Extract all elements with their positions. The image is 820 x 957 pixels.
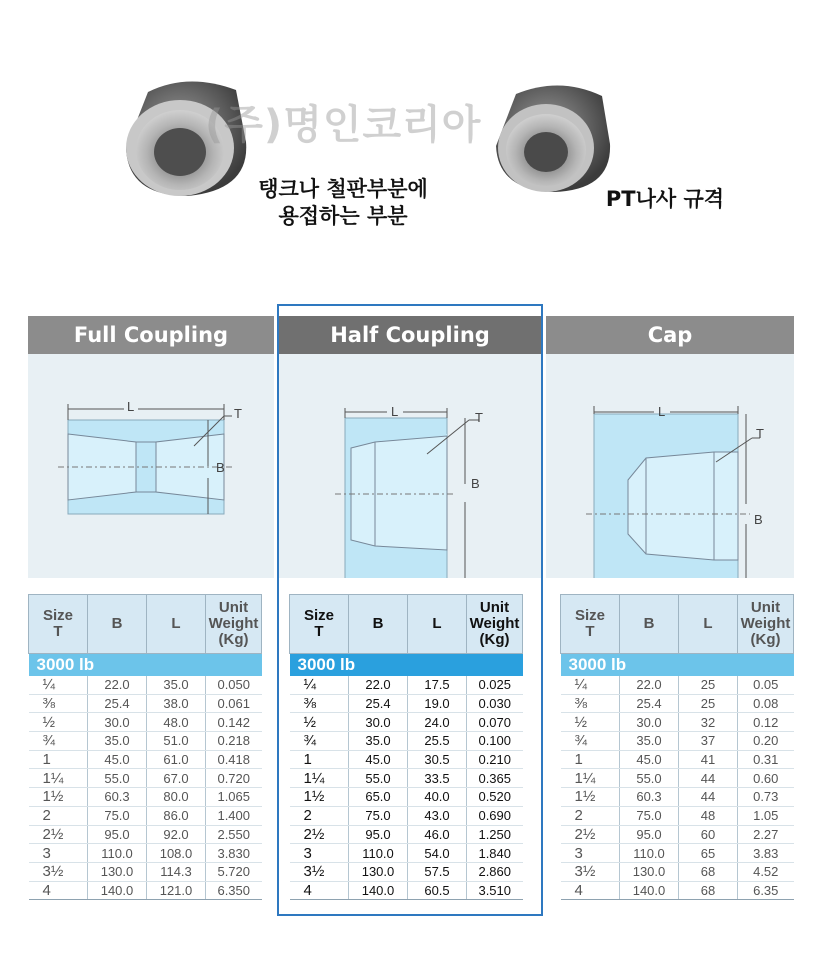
header-b: B (620, 595, 679, 654)
b-cell: 110.0 (349, 844, 408, 863)
size-cell: ⅜ (29, 694, 88, 713)
table-row (561, 825, 794, 844)
b-cell: 22.0 (349, 676, 408, 694)
l-cell: 121.0 (147, 881, 206, 900)
b-cell: 130.0 (620, 862, 679, 881)
size-cell: 1 (29, 750, 88, 769)
table-row (561, 732, 794, 751)
weight-cell: 2.860 (467, 862, 523, 881)
header-size-t: T (585, 623, 595, 640)
weight-cell: 0.210 (467, 750, 523, 769)
header-size-label: Size (303, 607, 334, 624)
l-cell: 44 (679, 788, 738, 807)
weight-cell: 1.840 (467, 844, 523, 863)
l-cell: 17.5 (408, 676, 467, 694)
weight-cell: 6.35 (738, 881, 794, 900)
weight-cell: 3.830 (206, 844, 262, 863)
size-cell: 3½ (290, 862, 349, 881)
l-cell: 57.5 (408, 862, 467, 881)
half-coupling-dim-b: B (471, 476, 480, 491)
b-cell: 110.0 (620, 844, 679, 863)
b-cell: 30.0 (349, 713, 408, 732)
cap-table (560, 594, 794, 900)
weight-cell: 4.52 (738, 862, 794, 881)
half-coupling-title: Half Coupling (279, 316, 541, 354)
l-cell: 24.0 (408, 713, 467, 732)
table-row (29, 788, 262, 807)
l-cell: 48.0 (147, 713, 206, 732)
table-row (29, 844, 262, 863)
weight-cell: 0.030 (467, 694, 523, 713)
b-cell: 55.0 (88, 769, 147, 788)
weight-cell: 0.365 (467, 769, 523, 788)
pressure-class-label: 3000 lb (290, 654, 523, 677)
cap-panel (546, 316, 794, 578)
header-size-t: T (314, 623, 324, 640)
b-cell: 55.0 (349, 769, 408, 788)
size-cell: ⅜ (290, 694, 349, 713)
l-cell: 114.3 (147, 862, 206, 881)
b-cell: 45.0 (88, 750, 147, 769)
cap-dim-t: T (756, 426, 764, 441)
weight-cell: 2.27 (738, 825, 794, 844)
size-cell: 1¼ (561, 769, 620, 788)
l-cell: 60.5 (408, 881, 467, 900)
half-coupling-dim-l: L (391, 404, 399, 419)
size-cell: 1½ (561, 788, 620, 807)
size-cell: 4 (290, 881, 349, 900)
table-row (29, 769, 262, 788)
size-cell: 3 (290, 844, 349, 863)
weight-cell: 0.73 (738, 788, 794, 807)
welded-caption-line2: 용접하는 부분 (278, 204, 408, 228)
l-cell: 61.0 (147, 750, 206, 769)
pressure-class-label: 3000 lb (561, 654, 794, 677)
pressure-class-row (29, 654, 262, 677)
size-cell: 1¼ (290, 769, 349, 788)
table-row (561, 881, 794, 900)
full-coupling-table (28, 594, 262, 900)
header-b: B (349, 595, 408, 654)
size-cell: 3½ (29, 862, 88, 881)
weight-cell: 0.418 (206, 750, 262, 769)
b-cell: 60.3 (620, 788, 679, 807)
weight-cell: 0.142 (206, 713, 262, 732)
header-weight: Unit Weight (Kg) (467, 595, 523, 654)
l-cell: 25.5 (408, 732, 467, 751)
b-cell: 30.0 (88, 713, 147, 732)
size-cell: 1½ (290, 788, 349, 807)
size-cell: ¼ (290, 676, 349, 694)
l-cell: 40.0 (408, 788, 467, 807)
l-cell: 44 (679, 769, 738, 788)
b-cell: 95.0 (88, 825, 147, 844)
header-weight: Unit Weight (Kg) (738, 595, 794, 654)
weight-cell: 0.520 (467, 788, 523, 807)
b-cell: 95.0 (620, 825, 679, 844)
l-cell: 60 (679, 825, 738, 844)
weight-cell: 0.690 (467, 806, 523, 825)
welded-part-caption (228, 176, 458, 230)
size-cell: 3 (561, 844, 620, 863)
header-size (561, 595, 620, 654)
size-cell: ¾ (290, 732, 349, 751)
l-cell: 25 (679, 676, 738, 694)
size-cell: ¼ (29, 676, 88, 694)
table-row (561, 713, 794, 732)
l-cell: 25 (679, 694, 738, 713)
welded-caption-line1: 탱크나 철판부분에 (258, 177, 428, 201)
size-cell: ⅜ (561, 694, 620, 713)
table-row (29, 694, 262, 713)
header-l: L (147, 595, 206, 654)
table-header-row (561, 595, 794, 654)
half-coupling-highlight-frame (277, 304, 543, 916)
full-coupling-panel (28, 316, 274, 578)
b-cell: 65.0 (349, 788, 408, 807)
b-cell: 110.0 (88, 844, 147, 863)
l-cell: 30.5 (408, 750, 467, 769)
b-cell: 25.4 (88, 694, 147, 713)
weight-cell: 1.065 (206, 788, 262, 807)
weight-cell: 0.31 (738, 750, 794, 769)
weight-cell: 0.08 (738, 694, 794, 713)
weight-cell: 0.025 (467, 676, 523, 694)
b-cell: 55.0 (620, 769, 679, 788)
size-cell: ½ (561, 713, 620, 732)
full-coupling-dim-b: B (216, 460, 225, 475)
table-row (29, 825, 262, 844)
full-coupling-diagram (28, 354, 274, 578)
watermark: (주)명인코리아 (205, 102, 482, 148)
b-cell: 35.0 (349, 732, 408, 751)
table-row (561, 862, 794, 881)
l-cell: 68 (679, 881, 738, 900)
size-cell: ½ (290, 713, 349, 732)
size-cell: 2 (561, 806, 620, 825)
table-row (561, 769, 794, 788)
pressure-class-label: 3000 lb (29, 654, 262, 677)
weight-cell: 0.60 (738, 769, 794, 788)
header-b: B (88, 595, 147, 654)
table-row (29, 806, 262, 825)
table-row (561, 694, 794, 713)
size-cell: 1½ (29, 788, 88, 807)
size-cell: ¼ (561, 676, 620, 694)
l-cell: 19.0 (408, 694, 467, 713)
b-cell: 140.0 (88, 881, 147, 900)
header-size-label: Size (574, 607, 605, 624)
weight-cell: 1.05 (738, 806, 794, 825)
table-row (561, 676, 794, 694)
b-cell: 45.0 (349, 750, 408, 769)
weight-cell: 0.218 (206, 732, 262, 751)
table-row (561, 806, 794, 825)
weight-cell: 0.12 (738, 713, 794, 732)
weight-cell: 0.20 (738, 732, 794, 751)
cap-drawing (546, 354, 794, 578)
table-row (561, 844, 794, 863)
l-cell: 86.0 (147, 806, 206, 825)
cap-diagram (546, 354, 794, 578)
table-header-row (29, 595, 262, 654)
weight-cell: 1.400 (206, 806, 262, 825)
l-cell: 51.0 (147, 732, 206, 751)
header-size (29, 595, 88, 654)
table-row (29, 732, 262, 751)
size-cell: 1¼ (29, 769, 88, 788)
l-cell: 67.0 (147, 769, 206, 788)
b-cell: 22.0 (620, 676, 679, 694)
size-cell: 4 (561, 881, 620, 900)
table-row (561, 750, 794, 769)
pressure-class-row (561, 654, 794, 677)
size-cell: 2 (29, 806, 88, 825)
b-cell: 140.0 (349, 881, 408, 900)
half-coupling-dim-t: T (475, 410, 483, 425)
full-coupling-title: Full Coupling (28, 316, 274, 354)
l-cell: 35.0 (147, 676, 206, 694)
weight-cell: 0.720 (206, 769, 262, 788)
b-cell: 60.3 (88, 788, 147, 807)
table-row (29, 862, 262, 881)
weight-cell: 6.350 (206, 881, 262, 900)
size-cell: 2 (290, 806, 349, 825)
half-coupling-photo-threaded (490, 78, 620, 196)
header-size-t: T (53, 623, 63, 640)
header-l: L (408, 595, 467, 654)
b-cell: 130.0 (88, 862, 147, 881)
size-cell: 1 (561, 750, 620, 769)
l-cell: 54.0 (408, 844, 467, 863)
table-row (29, 676, 262, 694)
b-cell: 30.0 (620, 713, 679, 732)
full-coupling-drawing (28, 354, 274, 578)
size-cell: ¾ (561, 732, 620, 751)
b-cell: 95.0 (349, 825, 408, 844)
weight-cell: 3.83 (738, 844, 794, 863)
l-cell: 108.0 (147, 844, 206, 863)
cap-dim-l: L (658, 404, 666, 419)
weight-cell: 0.070 (467, 713, 523, 732)
b-cell: 22.0 (88, 676, 147, 694)
weight-cell: 3.510 (467, 881, 523, 900)
size-cell: 3 (29, 844, 88, 863)
size-cell: ¾ (29, 732, 88, 751)
b-cell: 140.0 (620, 881, 679, 900)
size-cell: 4 (29, 881, 88, 900)
table-row (561, 788, 794, 807)
full-coupling-dim-t: T (234, 406, 242, 421)
thread-spec-caption: PT나사 규격 (605, 187, 725, 211)
weight-cell: 1.250 (467, 825, 523, 844)
l-cell: 41 (679, 750, 738, 769)
b-cell: 75.0 (620, 806, 679, 825)
l-cell: 80.0 (147, 788, 206, 807)
b-cell: 75.0 (349, 806, 408, 825)
table-row (29, 713, 262, 732)
header-l: L (679, 595, 738, 654)
size-cell: ½ (29, 713, 88, 732)
b-cell: 25.4 (620, 694, 679, 713)
l-cell: 37 (679, 732, 738, 751)
b-cell: 130.0 (349, 862, 408, 881)
l-cell: 43.0 (408, 806, 467, 825)
l-cell: 32 (679, 713, 738, 732)
size-cell: 2½ (561, 825, 620, 844)
b-cell: 25.4 (349, 694, 408, 713)
l-cell: 65 (679, 844, 738, 863)
weight-cell: 0.061 (206, 694, 262, 713)
full-coupling-table-body (29, 654, 262, 900)
l-cell: 68 (679, 862, 738, 881)
weight-cell: 5.720 (206, 862, 262, 881)
table-row (29, 881, 262, 900)
header-size-label: Size (42, 607, 73, 624)
cap-title: Cap (546, 316, 794, 354)
cap-dim-b: B (754, 512, 763, 527)
b-cell: 75.0 (88, 806, 147, 825)
full-coupling-dim-l: L (127, 399, 135, 414)
weight-cell: 0.05 (738, 676, 794, 694)
weight-cell: 2.550 (206, 825, 262, 844)
b-cell: 35.0 (620, 732, 679, 751)
size-cell: 1 (290, 750, 349, 769)
l-cell: 48 (679, 806, 738, 825)
header-weight: Unit Weight (Kg) (206, 595, 262, 654)
l-cell: 33.5 (408, 769, 467, 788)
weight-cell: 0.050 (206, 676, 262, 694)
b-cell: 45.0 (620, 750, 679, 769)
b-cell: 35.0 (88, 732, 147, 751)
l-cell: 92.0 (147, 825, 206, 844)
size-cell: 2½ (29, 825, 88, 844)
size-cell: 2½ (290, 825, 349, 844)
weight-cell: 0.100 (467, 732, 523, 751)
l-cell: 38.0 (147, 694, 206, 713)
l-cell: 46.0 (408, 825, 467, 844)
cap-table-body (561, 654, 794, 900)
table-row (29, 750, 262, 769)
size-cell: 3½ (561, 862, 620, 881)
